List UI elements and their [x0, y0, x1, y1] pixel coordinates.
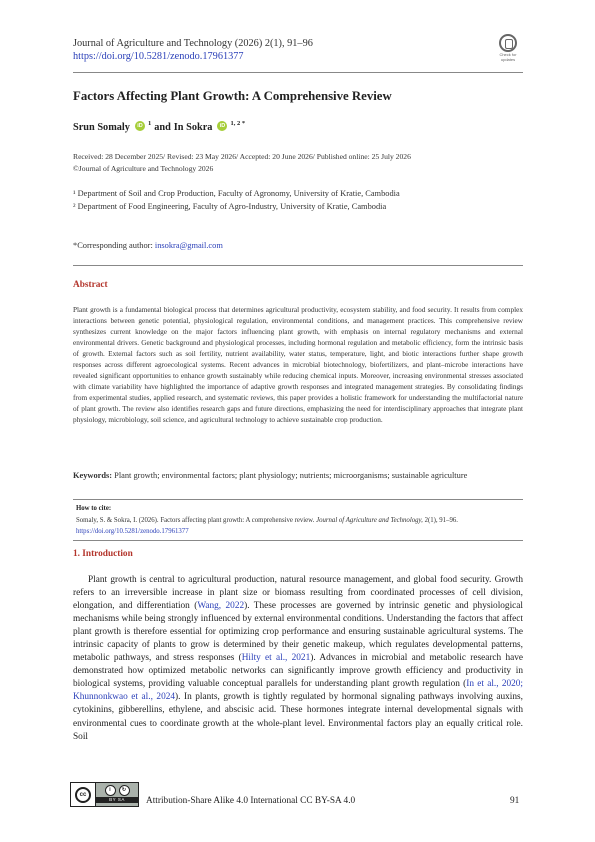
- author-affiliation-marker: 1: [147, 120, 152, 127]
- intro-text: ). These processes are governed by intrinsic genetic and physiological mechanisms while being strongly influenced by external environmental conditions. Understanding the factors that affect plant growth is therefore essential for optimizing crop performance and ensuring sustainable agricultural systems. The intrinsic capacity of plants to grow is determined by their genetic makeup, which regulates developmental patterns, metabolic pathways, and stress responses (: [73, 601, 523, 664]
- corresponding-email-link[interactable]: insokra@gmail.com: [154, 241, 223, 250]
- citation-suffix: 2(1), 91–96.: [424, 517, 458, 524]
- cc-license-code: BY SA: [96, 797, 138, 803]
- author-list: [73, 122, 245, 133]
- orcid-icon[interactable]: iD: [217, 121, 227, 131]
- keywords-label: Keywords:: [73, 471, 113, 480]
- citation-text: [76, 516, 518, 537]
- introduction-paragraph: [73, 574, 523, 744]
- introduction-heading: 1. Introduction: [73, 549, 133, 559]
- keywords: [73, 470, 523, 482]
- author-affiliation-marker: 1, 2 *: [230, 120, 246, 127]
- citation-prefix: Somaly, S. & Sokra, I. (2026). Factors affecting plant growth: A comprehensive review.: [76, 517, 315, 524]
- author-name: Srun Somaly: [73, 122, 130, 133]
- reference-link[interactable]: Hilty et al., 2021: [241, 653, 311, 664]
- reference-link[interactable]: Wang, 2022: [197, 601, 245, 612]
- journal-citation-line: Journal of Agriculture and Technology (2026) 2(1), 91–96: [73, 38, 313, 49]
- badge-label: Check for updates: [499, 52, 517, 62]
- reference-link[interactable]: In et al., 2020; Khunnonkwao et al., 2024: [73, 679, 524, 703]
- author-name: In Sokra: [173, 122, 213, 133]
- citation-journal: Journal of Agriculture and Technology,: [316, 517, 423, 524]
- citation-doi-link[interactable]: https://doi.org/10.5281/zenodo.17961377: [76, 527, 189, 535]
- keywords-list: Plant growth; environmental factors; plant physiology; nutrients; microorganisms; sustainable agriculture: [114, 471, 468, 480]
- check-for-updates-badge[interactable]: [493, 34, 523, 68]
- citation-heading: How to cite:: [76, 505, 112, 512]
- intro-text: ). Advances in microbial and metabolic research have demonstrated how optimized metabolic networks can significantly improve growth efficiency and productivity in biological systems, providing valuable conceptual parallels for understanding plant growth regulation (: [73, 653, 523, 690]
- affiliation: ¹ Department of Soil and Crop Production, Faculty of Agronomy, University of Kratie, Cambodia: [73, 189, 400, 198]
- license-text: Attribution-Share Alike 4.0 International CC BY-SA 4.0: [146, 796, 356, 806]
- section-divider: [73, 265, 523, 266]
- abstract-heading: Abstract: [73, 280, 108, 290]
- corresponding-author: [73, 241, 223, 250]
- header-divider: [73, 72, 523, 73]
- article-doi-link[interactable]: https://doi.org/10.5281/zenodo.17961377: [73, 51, 244, 62]
- page-number: 91: [510, 796, 520, 806]
- cc-logo-icon: cc: [71, 783, 96, 806]
- bookmark-icon: [499, 34, 517, 52]
- copyright-notice: ©Journal of Agriculture and Technology 2026: [73, 164, 214, 173]
- corresponding-label: *Corresponding author:: [73, 241, 153, 250]
- intro-text: Plant growth is central to agricultural production, natural resource management, and global food security. Growth refers to an irreversible increase in plant size or biomass resulting from coordinated processes of cell division, elongation, and differentiation (: [73, 575, 523, 612]
- attribution-icon: i: [105, 785, 116, 796]
- citation-divider-top: [73, 499, 523, 500]
- citation-divider-bottom: [73, 540, 523, 541]
- intro-text: ). In plants, growth is tightly regulated by hormonal signaling pathways involving auxins, cytokinins, gibberellins, ethylene, and abscisic acid. These hormones integrate internal developmental signals with environmental cues to coordinate growth at the whole-plant level. Environmental factors play an equally critical role. Soil: [73, 692, 523, 742]
- publication-dates: Received: 28 December 2025/ Revised: 23 May 2026/ Accepted: 20 June 2026/ Published online: 25 July 2026: [73, 152, 411, 161]
- affiliation: ² Department of Food Engineering, Faculty of Agro-Industry, University of Kratie, Cambodia: [73, 202, 387, 211]
- creative-commons-badge[interactable]: [70, 782, 139, 807]
- abstract-text: Plant growth is a fundamental biological process that determines agricultural productivity, ecosystem stability, and food security. It results from complex interactions between genetic potential, physiological regulation, environmental conditions, and management practices. This comprehensive review synthesizes current knowledge on the major factors influencing plant growth, with emphasis on internal regulatory mechanisms and external environmental drivers. Genetic background and physiological processes, including hormonal regulation and metabolic efficiency, form the intrinsic basis of growth. External factors such as soil fertility, nutrient availability, water status, temperature, light, and biotic interactions further shape growth responses across different agroecological systems. Recent advances in microbial biotechnology, biofertilizers, and plant–microbe interactions have revealed significant opportunities to enhance growth sustainably while reducing chemical inputs. Moreover, increasing environmental stresses associated with climate variability have highlighted the importance of adaptive growth responses and integrated management strategies. By consolidating findings from experimental studies, applied research, and systematic reviews, this paper provides a holistic framework for understanding the multifactorial nature of plant growth. The review also identifies research gaps and future directions, emphasizing the need for interdisciplinary approaches that integrate plant physiology, microbiology, soil science, and agricultural technology to achieve sustainable crop production.: [73, 306, 523, 424]
- share-alike-icon: ↻: [119, 785, 130, 796]
- orcid-icon[interactable]: iD: [135, 121, 145, 131]
- author-separator: and: [154, 122, 171, 133]
- cc-license-icons: [96, 783, 138, 803]
- article-title: Factors Affecting Plant Growth: A Comprehensive Review: [73, 89, 392, 103]
